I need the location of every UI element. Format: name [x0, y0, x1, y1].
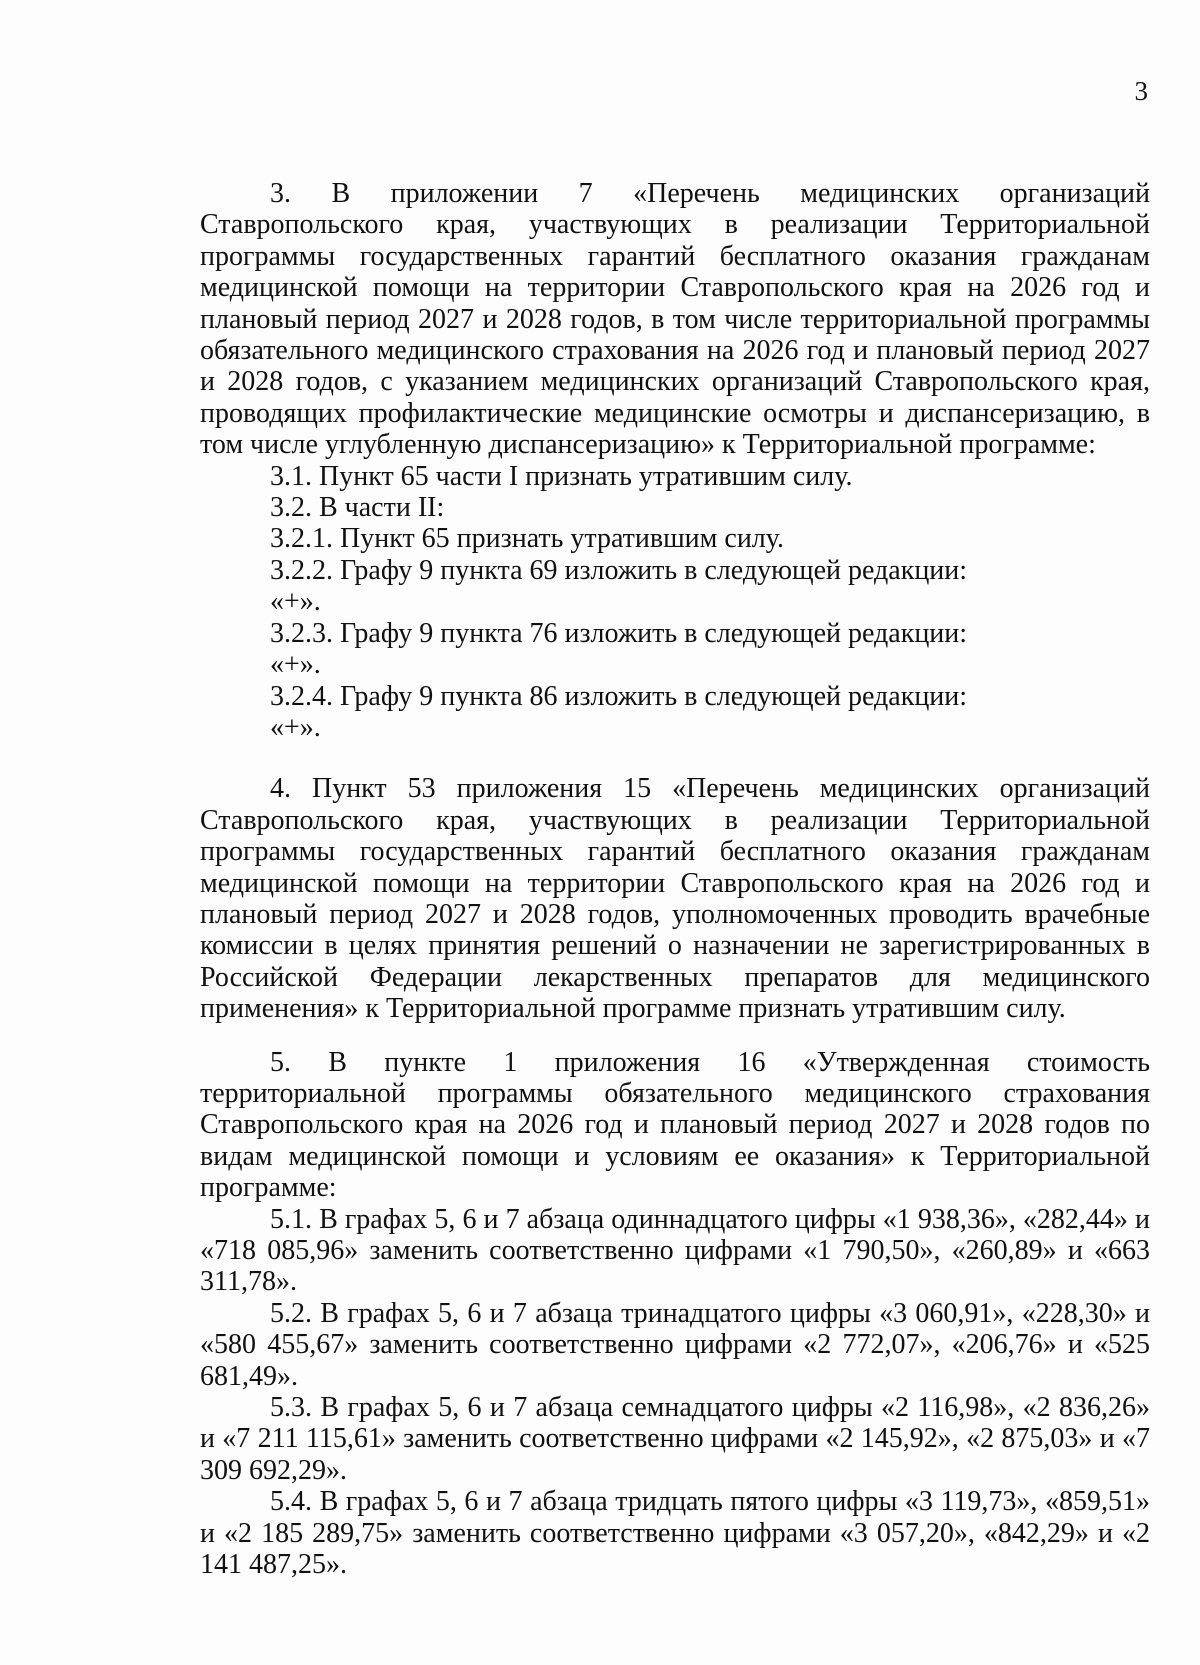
- item-3-2: 3.2. В части II:: [270, 492, 445, 524]
- section-3-intro: 3. В приложении 7 «Перечень медицинских организаций Ставропольского края, участвующих в реализации Территориальной программы государственных гарантий бесплатного оказания гражданам медицинской помощи на территории Ставропольского края на 2026 год и плановый период 2027 и 2028 годов, в том числе территориальной программы обязательного медицинского страхования на 2026 год и плановый период 2027 и 2028 годов, с указанием медицинских организаций Ставропольского края, проводящих профилактические медицинские осмотры и диспансеризацию, в том числе углубленную диспансеризацию» к Территориальной программе:: [200, 178, 1150, 461]
- item-3-2-2-value: «+».: [270, 586, 321, 618]
- item-5-1: 5.1. В графах 5, 6 и 7 абзаца одиннадцатого цифры «1 938,36», «282,44» и «718 085,96» заменить соответственно цифрами «1 790,50», «260,89» и «663 311,78».: [200, 1203, 1150, 1298]
- item-5-3: 5.3. В графах 5, 6 и 7 абзаца семнадцатого цифры «2 116,98», «2 836,26» и «7 211 115,61» заменить соответственно цифрами «2 145,92», «2 875,03» и «7 309 692,29».: [200, 1392, 1150, 1486]
- paragraph-gap: [200, 1025, 1150, 1047]
- item-3-2-4-value: «+».: [270, 711, 321, 743]
- item-3-2-1: 3.2.1. Пункт 65 признать утратившим силу.: [270, 523, 784, 555]
- item-5-2: 5.2. В графах 5, 6 и 7 абзаца тринадцатого цифры «3 060,91», «228,30» и «580 455,67» заменить соответственно цифрами «2 772,07», «206,76» и «525 681,49».: [200, 1297, 1150, 1392]
- page-number: 3: [1134, 76, 1148, 106]
- item-3-2-2: 3.2.2. Графу 9 пункта 69 изложить в следующей редакции:: [270, 554, 968, 586]
- section-4-text: 4. Пункт 53 приложения 15 «Перечень медицинских организаций Ставропольского края, участвующих в реализации Территориальной программы государственных гарантий бесплатного оказания гражданам медицинской помощи на территории Ставропольского края на 2026 год и плановый период 2027 и 2028 годов, уполномоченных проводить врачебные комиссии в целях принятия решений о назначении не зарегистрированных в Российской Федерации лекарственных препаратов для медицинского применения» к Территориальной программе признать утратившим силу.: [200, 773, 1150, 1025]
- item-3-2-3-value: «+».: [270, 649, 321, 681]
- document-body: [200, 178, 1150, 1580]
- item-3-2-4: 3.2.4. Графу 9 пункта 86 изложить в следующей редакции:: [270, 680, 968, 712]
- item-3-2-3: 3.2.3. Графу 9 пункта 76 изложить в следующей редакции:: [270, 617, 968, 649]
- item-3-1: 3.1. Пункт 65 части I признать утратившим силу.: [270, 460, 853, 492]
- item-5-4: 5.4. В графах 5, 6 и 7 абзаца тридцать пятого цифры «3 119,73», «859,51» и «2 185 289,75» заменить соответственно цифрами «3 057,20», «842,29» и «2 141 487,25».: [200, 1486, 1150, 1581]
- paragraph-gap: [200, 743, 1150, 773]
- section-5-intro: 5. В пункте 1 приложения 16 «Утвержденная стоимость территориальной программы обязательного медицинского страхования Ставропольского края на 2026 год и плановый период 2027 и 2028 годов по видам медицинской помощи и условиям ее оказания» к Территориальной программе:: [200, 1046, 1150, 1204]
